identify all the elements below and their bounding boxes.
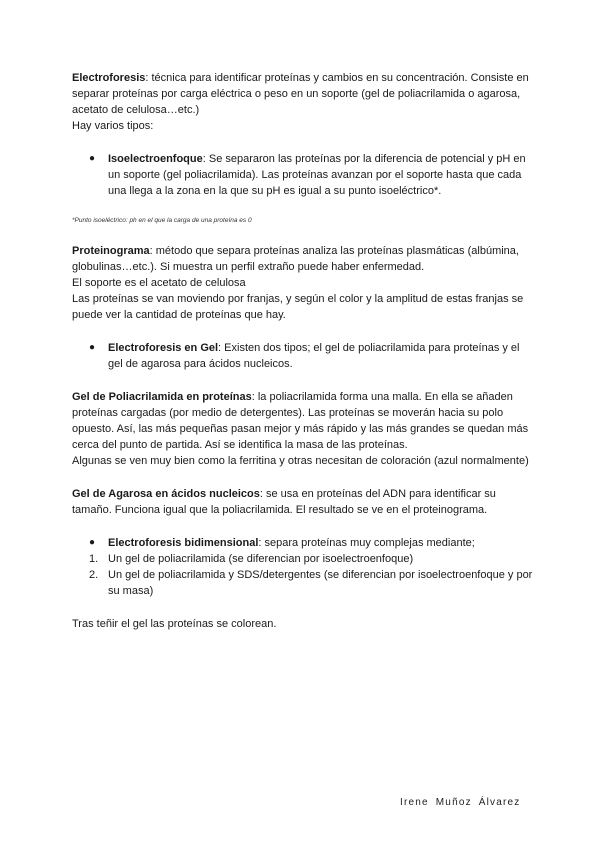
isoelectroenfoque-item (72, 151, 534, 199)
bidimensional-paragraph (108, 535, 534, 551)
author-signature: Irene Muñoz Álvarez (400, 797, 521, 808)
bidimensional-term: Electroforesis bidimensional (108, 537, 259, 549)
electroforesis-gel-paragraph (108, 340, 534, 372)
numbered-item (72, 567, 534, 599)
proteinograma-term: Proteinograma (72, 245, 150, 257)
isoelectroenfoque-text: : Se separaron las proteínas por la diferencia de potencial y pH en un soporte (gel poliacrilamida). Las proteínas avanzan por el soporte hasta que cada una llega a la zona en la que su pH es igual a su punto isoeléctrico*. (108, 153, 526, 197)
electroforesis-term: Electroforesis (72, 72, 146, 84)
types-line: Hay varios tipos: (72, 120, 154, 132)
agarosa-section (72, 486, 534, 518)
agarosa-paragraph (72, 486, 534, 518)
item-text: Un gel de poliacrilamida y SDS/detergentes (se diferencian por isoelectroenfoque y por su masa) (108, 569, 533, 597)
electroforesis-gel-term: Electroforesis en Gel (108, 342, 219, 354)
proteinograma-line-3: Las proteínas se van moviendo por franjas, y según el color y la amplitud de estas franjas se puede ver la cantidad de proteínas que hay. (72, 293, 524, 321)
bidimensional-section (72, 535, 534, 599)
isoelectroenfoque-paragraph (108, 151, 534, 199)
bidimensional-item (72, 535, 534, 551)
poliacrilamida-term: Gel de Poliacrilamida en proteínas (72, 391, 252, 403)
poliacrilamida-line-2: Algunas se ven muy bien como la ferritina y otras necesitan de coloración (azul normalmente) (72, 455, 529, 467)
electroforesis-section (72, 70, 534, 134)
bullet-icon: ● (89, 153, 96, 164)
document-body (72, 70, 534, 632)
agarosa-text: : se usa en proteínas del ADN para identificar su tamaño. Funciona igual que la poliacrilamida. El resultado se ve en el proteinograma. (72, 488, 496, 516)
item-number: 1. (89, 553, 99, 565)
poliacrilamida-text: : la poliacrilamida forma una malla. En ella se añaden proteínas cargadas (por medio de detergentes). Las proteínas se moverán hacia su polo opuesto. Así, las más pequeñas pasan mejor y más rápido y las más grandes se quedan más cerca del punto de partida. Así se identifica la masa de las proteínas. (72, 391, 529, 451)
bullet-icon: ● (89, 537, 96, 548)
proteinograma-paragraph (72, 243, 534, 275)
proteinograma-text: : método que separa proteínas analiza las proteínas plasmáticas (albúmina, globulinas…etc.). Si muestra un perfil extraño puede haber enfermedad. (72, 245, 519, 273)
agarosa-term: Gel de Agarosa en ácidos nucleicos (72, 488, 260, 500)
electroforesis-gel-text: : Existen dos tipos; el gel de poliacrilamida para proteínas y el gel de agarosa para ácidos nucleicos. (108, 342, 520, 370)
proteinograma-line-2: El soporte es el acetato de celulosa (72, 277, 246, 289)
electroforesis-paragraph (72, 70, 534, 118)
poliacrilamida-paragraph (72, 389, 534, 453)
isoelectroenfoque-term: Isoelectroenfoque (108, 153, 203, 165)
proteinograma-section (72, 243, 534, 323)
item-text: Un gel de poliacrilamida (se diferencian por isoelectroenfoque) (108, 553, 414, 565)
item-number: 2. (89, 569, 99, 581)
electroforesis-gel-item (72, 340, 534, 372)
bidimensional-text: : separa proteínas muy complejas mediante; (258, 537, 475, 549)
electroforesis-text: : técnica para identificar proteínas y cambios en su concentración. Consiste en separar proteínas por carga eléctrica o peso en un soporte (gel de poliacrilamida o agarosa, acetato de celulosa…etc.) (72, 72, 529, 116)
bullet-icon: ● (89, 342, 96, 353)
numbered-item (72, 551, 534, 567)
footnote: *Punto isoeléctrico: ph en el que la carga de una proteína es 0 (72, 217, 252, 224)
poliacrilamida-section (72, 389, 534, 469)
final-line: Tras teñir el gel las proteínas se colorean. (72, 618, 277, 630)
